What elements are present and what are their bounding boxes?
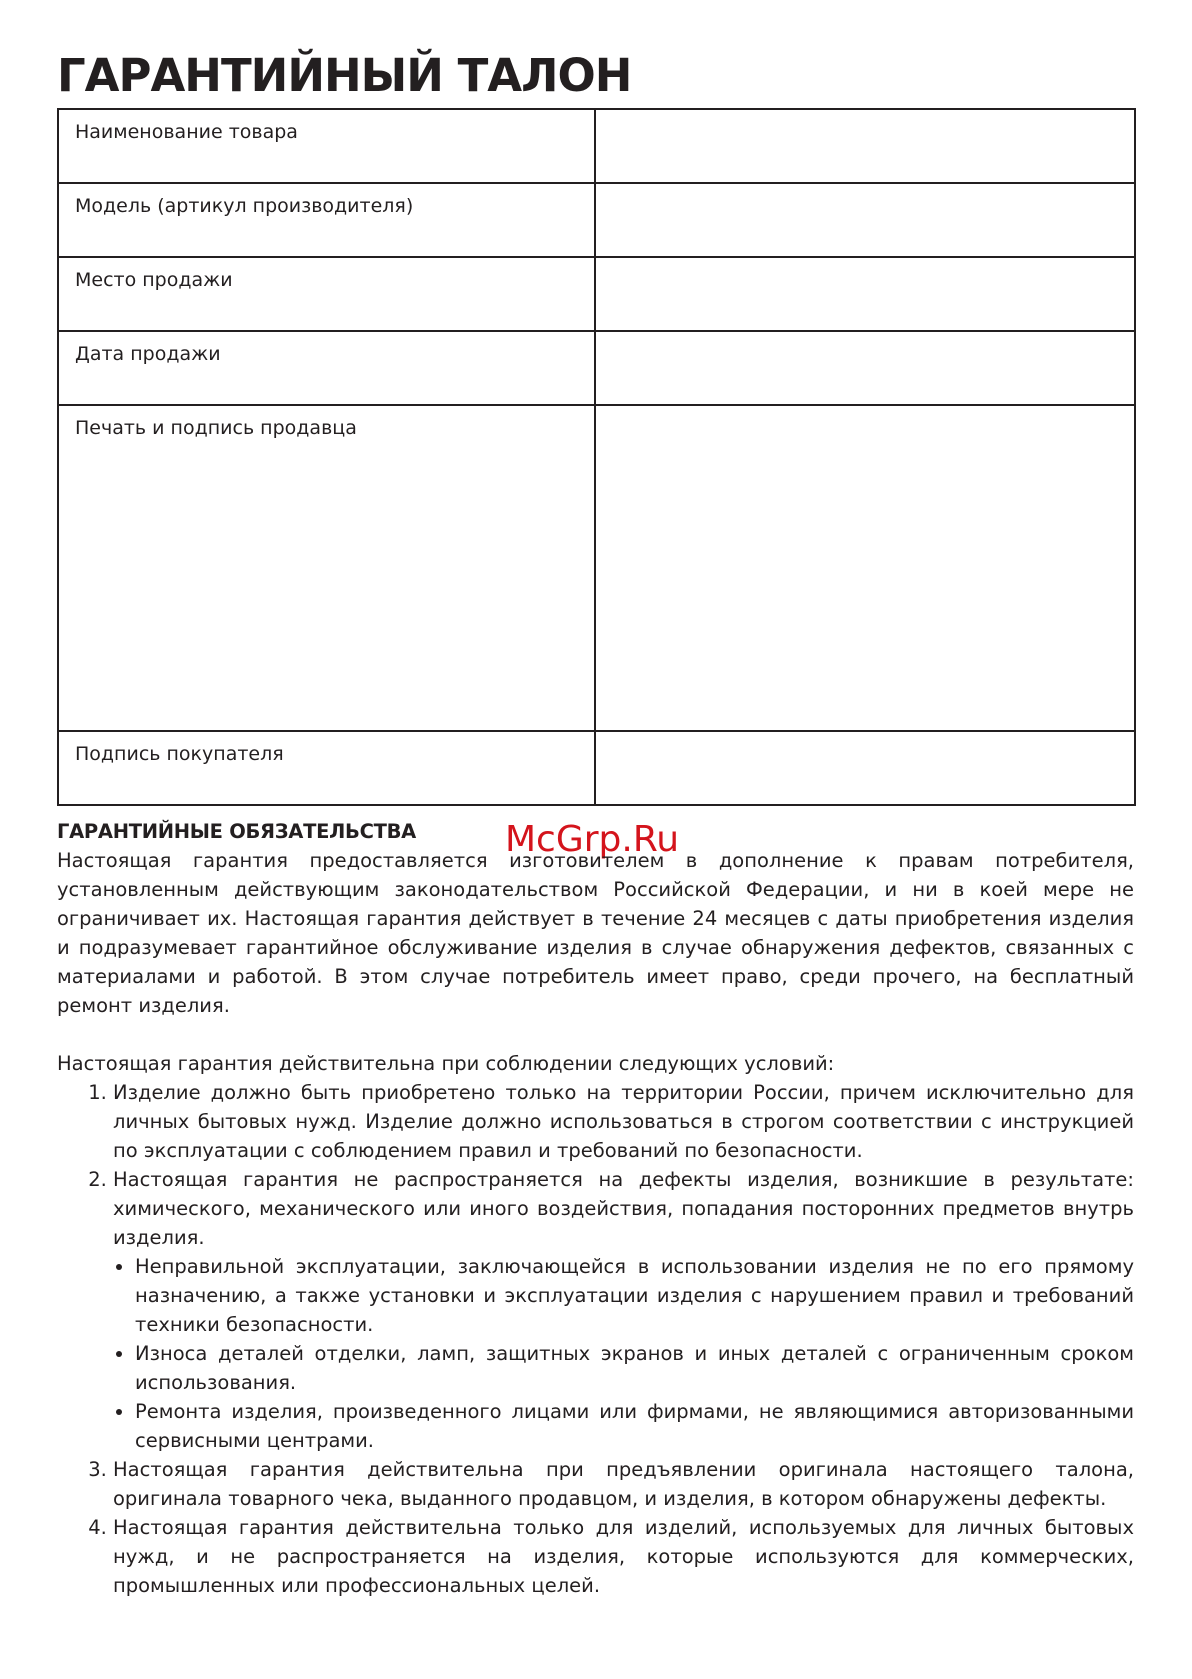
form-label-seller-stamp-signature: Печать и подпись продавца bbox=[58, 405, 595, 731]
watermark-text: McGrp.Ru bbox=[505, 819, 680, 860]
conditions-lead: Настоящая гарантия действительна при соблюдении следующих условий: bbox=[57, 1052, 835, 1075]
form-label-product-name: Наименование товара bbox=[58, 109, 595, 183]
form-row-product-name bbox=[58, 109, 1135, 183]
form-row-model bbox=[58, 183, 1135, 257]
condition-item: 3. Настоящая гарантия действительна при предъявлении оригинала настоящего талона, оригинала товарного чека, выданного продавцом, и изделия, в котором обнаружены дефекты. bbox=[113, 1455, 1134, 1513]
exclusion-item: • Износа деталей отделки, ламп, защитных экранов и иных деталей с ограниченным сроком использования. bbox=[135, 1339, 1134, 1397]
form-label-buyer-signature: Подпись покупателя bbox=[58, 731, 595, 805]
intro-paragraph: Настоящая гарантия предоставляется изготовителем в дополнение к правам потребителя, установленным действующим законодательством Российской Федерации, и ни в коей мере не ограничивает их. Настоящая гарантия действует в течение 24 месяцев с даты приобретения изделия и подразумевает гарантийное обслуживание изделия в случае обнаружения дефектов, связанных с материалами и работой. В этом случае потребитель имеет право, среди прочего, на бесплатный ремонт изделия. bbox=[57, 849, 1134, 1017]
form-row-buyer-signature bbox=[58, 731, 1135, 805]
exclusions-list bbox=[113, 1252, 1134, 1455]
form-field-sale-date[interactable] bbox=[595, 331, 1135, 405]
form-label-model: Модель (артикул производителя) bbox=[58, 183, 595, 257]
condition-item: 2. Настоящая гарантия не распространяется на дефекты изделия, возникшие в результате: химического, механического или иного воздействия, попадания посторонних предметов внутрь изделия. • Неправильной эксплуатации, заключающейся в использовании изделия не по его прямому назначению, а также установки и эксплуатации изделия с нарушением правил и требований техники безопасности. • Износа деталей отделки, ламп, защитных экранов и иных деталей с ограниченным сроком использования. • Ремонта изделия, произведенного лицами или фирмами, не являющимися авторизованными сервисными центрами. bbox=[113, 1165, 1134, 1455]
exclusion-item: • Неправильной эксплуатации, заключающейся в использовании изделия не по его прямому назначению, а также установки и эксплуатации изделия с нарушением правил и требований техники безопасности. bbox=[135, 1252, 1134, 1339]
form-label-place-of-sale: Место продажи bbox=[58, 257, 595, 331]
form-row-seller-stamp-signature bbox=[58, 405, 1135, 731]
form-field-model[interactable] bbox=[595, 183, 1135, 257]
warranty-form-table bbox=[57, 108, 1136, 806]
form-row-place-of-sale bbox=[58, 257, 1135, 331]
form-field-place-of-sale[interactable] bbox=[595, 257, 1135, 331]
page-title: ГАРАНТИЙНЫЙ ТАЛОН bbox=[57, 49, 632, 102]
warranty-obligations-section bbox=[57, 817, 1134, 1600]
conditions-list bbox=[57, 1078, 1134, 1600]
form-field-product-name[interactable] bbox=[595, 109, 1135, 183]
exclusion-item: • Ремонта изделия, произведенного лицами или фирмами, не являющимися авторизованными сервисными центрами. bbox=[135, 1397, 1134, 1455]
condition-item: 4. Настоящая гарантия действительна только для изделий, используемых для личных бытовых нужд, и не распространяется на изделия, которые используются для коммерческих, промышленных или профессиональных целей. bbox=[113, 1513, 1134, 1600]
form-field-seller-stamp-signature[interactable] bbox=[595, 405, 1135, 731]
condition-item: 1. Изделие должно быть приобретено только на территории России, причем исключительно для личных бытовых нужд. Изделие должно использоваться в строгом соответствии с инструкцией по эксплуатации с соблюдением правил и требований по безопасности. bbox=[113, 1078, 1134, 1165]
form-field-buyer-signature[interactable] bbox=[595, 731, 1135, 805]
form-row-sale-date bbox=[58, 331, 1135, 405]
form-label-sale-date: Дата продажи bbox=[58, 331, 595, 405]
section-heading: ГАРАНТИЙНЫЕ ОБЯЗАТЕЛЬСТВА bbox=[57, 820, 416, 843]
